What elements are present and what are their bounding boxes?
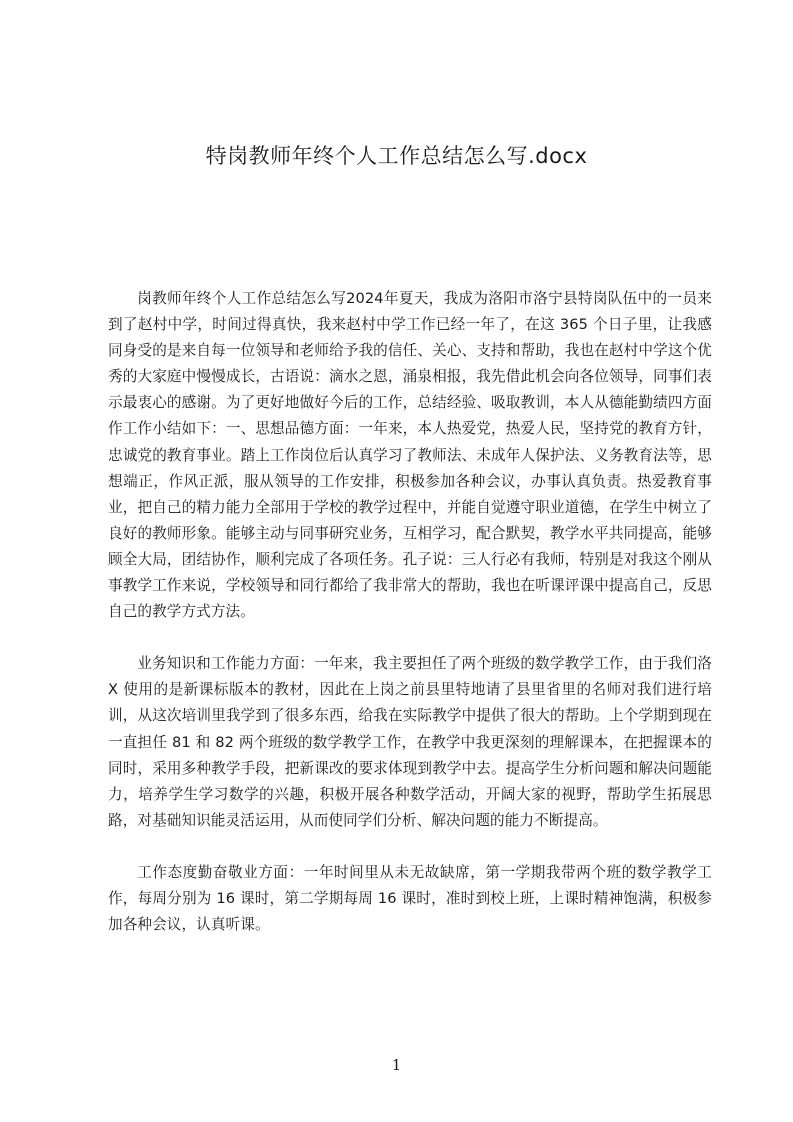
paragraph-intro-and-ideology: 岗教师年终个人工作总结怎么写2024年夏天，我成为洛阳市洛宁县特岗队伍中的一员来到了赵村中学，时间过得真快，我来赵村中学工作已经一年了，在这 365 个日子里，让我感同身受的是来自每一位领导和老师给予我的信任、关心、支持和帮助，我也在赵村中学这个优秀的大家庭中慢慢成长，古语说：滴水之恩，涌泉相报，我先借此机会向各位领导，同事们表示最衷心的感谢。为了更好地做好今后的工作，总结经验、吸取教训，本人从德能勤绩四方面作工作小结如下：一、思想品德方面：一年来，本人热爱党，热爱人民，坚持党的教育方针，忠诚党的教育事业。踏上工作岗位后认真学习了教师法、未成年人保护法、义务教育法等，思想端正，作风正派，服从领导的工作安排，积极参加各种会议，办事认真负责。热爱教育事业，把自己的精力能力全部用于学校的教学过程中，并能自觉遵守职业道德，在学生中树立了良好的教师形象。能够主动与同事研究业务，互相学习，配合默契，教学水平共同提高，能够顾全大局，团结协作，顺利完成了各项任务。孔子说：三人行必有我师，特别是对我这个刚从事教学工作来说，学校领导和同行都给了我非常大的帮助，我也在听课评课中提高自己，反思自己的教学方式方法。 bbox=[108, 290, 712, 621]
page-number: 1 bbox=[391, 1056, 402, 1074]
document-body bbox=[108, 286, 712, 964]
document-title: 特岗教师年终个人工作总结怎么写.docx bbox=[205, 144, 588, 168]
paragraph-work-attitude: 工作态度勤奋敬业方面：一年时间里从未无故缺席，第一学期我带两个班的数学教学工作，每周分别为 16 课时，第二学期每周 16 课时，准时到校上班，上课时精神饱满，积极参加各种会议，认真听课。 bbox=[108, 863, 712, 934]
paragraph-professional-ability: 业务知识和工作能力方面：一年来，我主要担任了两个班级的数学教学工作，由于我们洛 X 使用的是新课标版本的教材，因此在上岗之前县里特地请了县里省里的名师对我们进行培训，从这次培训里我学到了很多东西，给我在实际教学中提供了很大的帮助。上个学期到现在一直担任 81 和 82 两个班级的数学教学工作，在教学中我更深刻的理解课本，在把握课本的同时，采用多种教学手段，把新课改的要求体现到教学中去。提高学生分析问题和解决问题能力，培养学生学习数学的兴趣，积极开展各种数学活动，开阔大家的视野，帮助学生拓展思路，对基础知识能灵活运用，从而使同学们分析、解决问题的能力不断提高。 bbox=[108, 655, 712, 829]
